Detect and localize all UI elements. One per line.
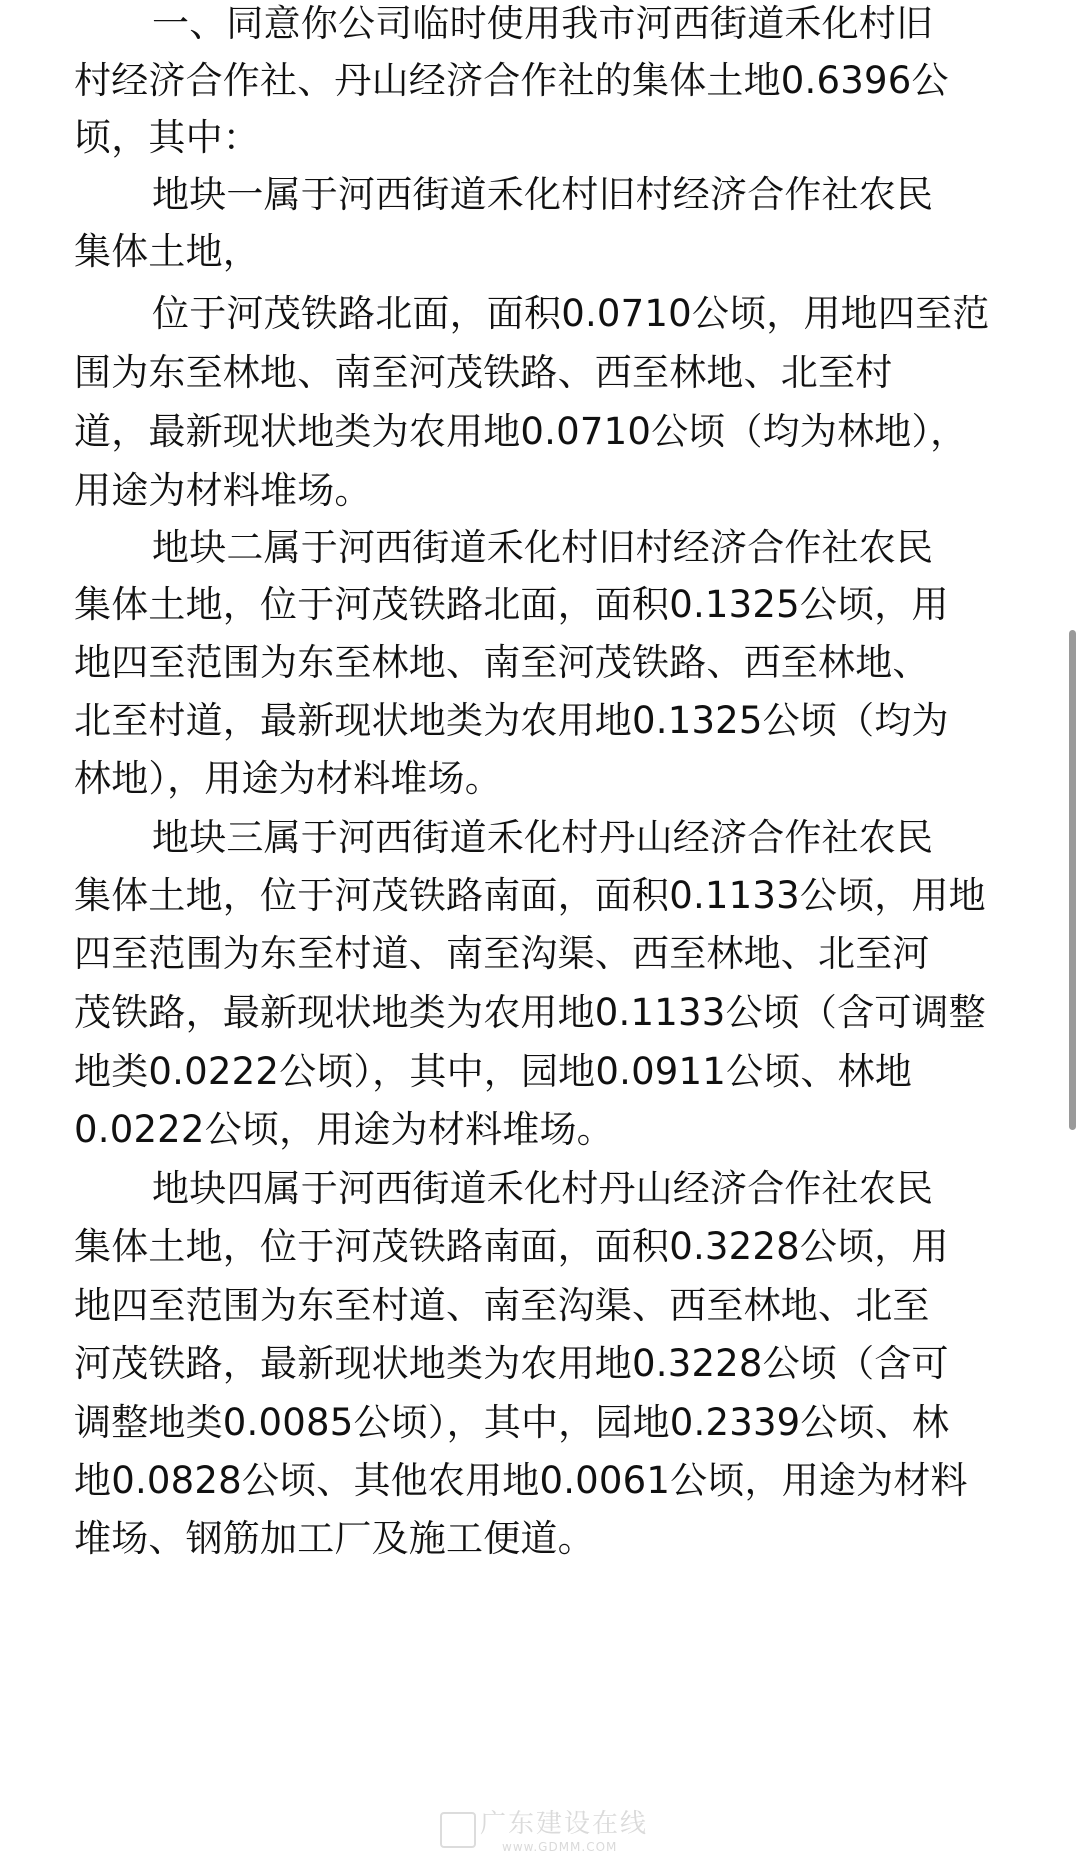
paragraph-line: 集体土地，位于河茂铁路北面，面积0.1325公顷，用 xyxy=(74,583,949,626)
paragraph-line: 0.0222公顷，用途为材料堆场。 xyxy=(74,1108,614,1151)
paragraph-line: 茂铁路，最新现状地类为农用地0.1133公顷（含可调整 xyxy=(74,991,986,1034)
paragraph-line: 北至村道，最新现状地类为农用地0.1325公顷（均为 xyxy=(74,699,949,742)
paragraph-line: 地块四属于河西街道禾化村丹山经济合作社农民 xyxy=(152,1167,934,1210)
watermark-text: 广东建设在线 xyxy=(480,1809,649,1839)
paragraph-line: 地四至范围为东至林地、南至河茂铁路、西至林地、 xyxy=(74,641,930,684)
paragraph-line: 顷，其中： xyxy=(74,116,260,159)
site-watermark xyxy=(440,1810,650,1852)
watermark-url: www.GDMM.COM xyxy=(502,1840,618,1854)
paragraph-line: 林地），用途为材料堆场。 xyxy=(74,757,502,800)
vertical-scrollbar[interactable] xyxy=(1069,630,1076,1130)
paragraph-line: 堆场、钢筋加工厂及施工便道。 xyxy=(74,1517,595,1560)
paragraph-line: 地块一属于河西街道禾化村旧村经济合作社农民 xyxy=(152,173,934,216)
paragraph-line: 集体土地，位于河茂铁路南面，面积0.1133公顷，用地 xyxy=(74,874,986,917)
paragraph-line: 地类0.0222公顷），其中，园地0.0911公顷、林地 xyxy=(74,1050,913,1093)
paragraph-line: 用途为材料堆场。 xyxy=(74,469,372,512)
paragraph-line: 一、同意你公司临时使用我市河西街道禾化村旧 xyxy=(152,2,934,45)
paragraph-line: 位于河茂铁路北面，面积0.0710公顷，用地四至范 xyxy=(152,292,990,335)
paragraph-line: 村经济合作社、丹山经济合作社的集体土地0.6396公 xyxy=(74,59,949,102)
watermark-logo-icon xyxy=(440,1812,476,1848)
paragraph-line: 地块二属于河西街道禾化村旧村经济合作社农民 xyxy=(152,526,934,569)
paragraph-line: 四至范围为东至村道、南至沟渠、西至林地、北至河 xyxy=(74,932,930,975)
paragraph-line: 调整地类0.0085公顷），其中，园地0.2339公顷、林 xyxy=(74,1401,950,1444)
paragraph-line: 集体土地， xyxy=(74,230,260,273)
paragraph-line: 围为东至林地、南至河茂铁路、西至林地、北至村 xyxy=(74,351,893,394)
paragraph-line: 地块三属于河西街道禾化村丹山经济合作社农民 xyxy=(152,816,934,859)
paragraph-line: 地0.0828公顷、其他农用地0.0061公顷，用途为材料 xyxy=(74,1459,968,1502)
paragraph-line: 道，最新现状地类为农用地0.0710公顷（均为林地）， xyxy=(74,410,968,453)
paragraph-line: 河茂铁路，最新现状地类为农用地0.3228公顷（含可 xyxy=(74,1342,949,1385)
paragraph-line: 地四至范围为东至村道、南至沟渠、西至林地、北至 xyxy=(74,1284,930,1327)
paragraph-line: 集体土地，位于河茂铁路南面，面积0.3228公顷，用 xyxy=(74,1225,949,1268)
